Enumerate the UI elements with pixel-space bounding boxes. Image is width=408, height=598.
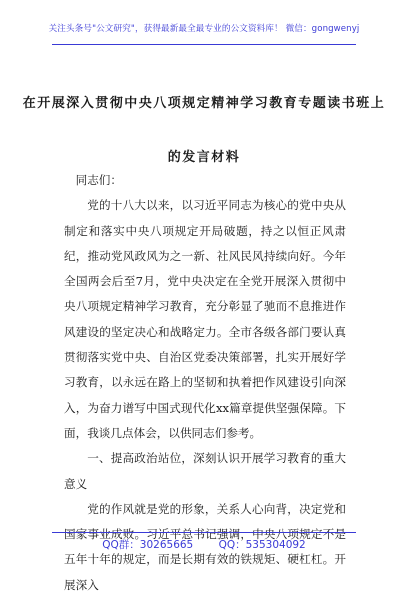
section-heading: 一、提高政治站位，深刻认识开展学习教育的重大意义: [64, 451, 346, 491]
header-divider: [52, 44, 356, 45]
page-header: [0, 0, 408, 48]
footer-divider: [52, 532, 356, 533]
salutation: 同志们：: [75, 173, 122, 187]
document-title-line-1: 在开展深入贯彻中央八项规定精神学习教育专题读书班上: [22, 96, 386, 111]
footer-contact-text: QQ群：30265665 QQ：535304092: [102, 539, 306, 551]
body-paragraph: 党的十八大以来，以习近平同志为核心的党中央从制定和落实中央八项规定开局破题，持之以恒正风肃纪，推动党风政风为之一新、社风民风持续向好。今年全国两会后至7月，党中央决定在全党开展深入贯彻中央八项规定精神学习教育，充分彰显了驰而不息推进作风建设的坚定决心和战略定力。全市各级各部门要认真贯彻落实党中央、自治区党委决策部署，扎实开展好学习教育，以永远在路上的坚韧和执着把作风建设引向深入，为奋力谱写中国式现代化xx篇章提供坚强保障。下面，我谈几点体会，以供同志们参考。: [64, 198, 346, 440]
header-promo-text: 关注头条号"公文研究"，获得最新最全最专业的公文资料库！ 微信：gongwenyj: [48, 24, 360, 34]
body-paragraph: 党的作风就是党的形象，关系人心向背，决定党和国家事业成败。习近平总书记强调，中央八项规定不是五年十年的规定，而是长期有效的铁规矩、硬杠杠。开展深入: [64, 501, 346, 592]
document-title-line-2: 的发言材料: [167, 150, 241, 165]
document-body: [64, 168, 346, 598]
